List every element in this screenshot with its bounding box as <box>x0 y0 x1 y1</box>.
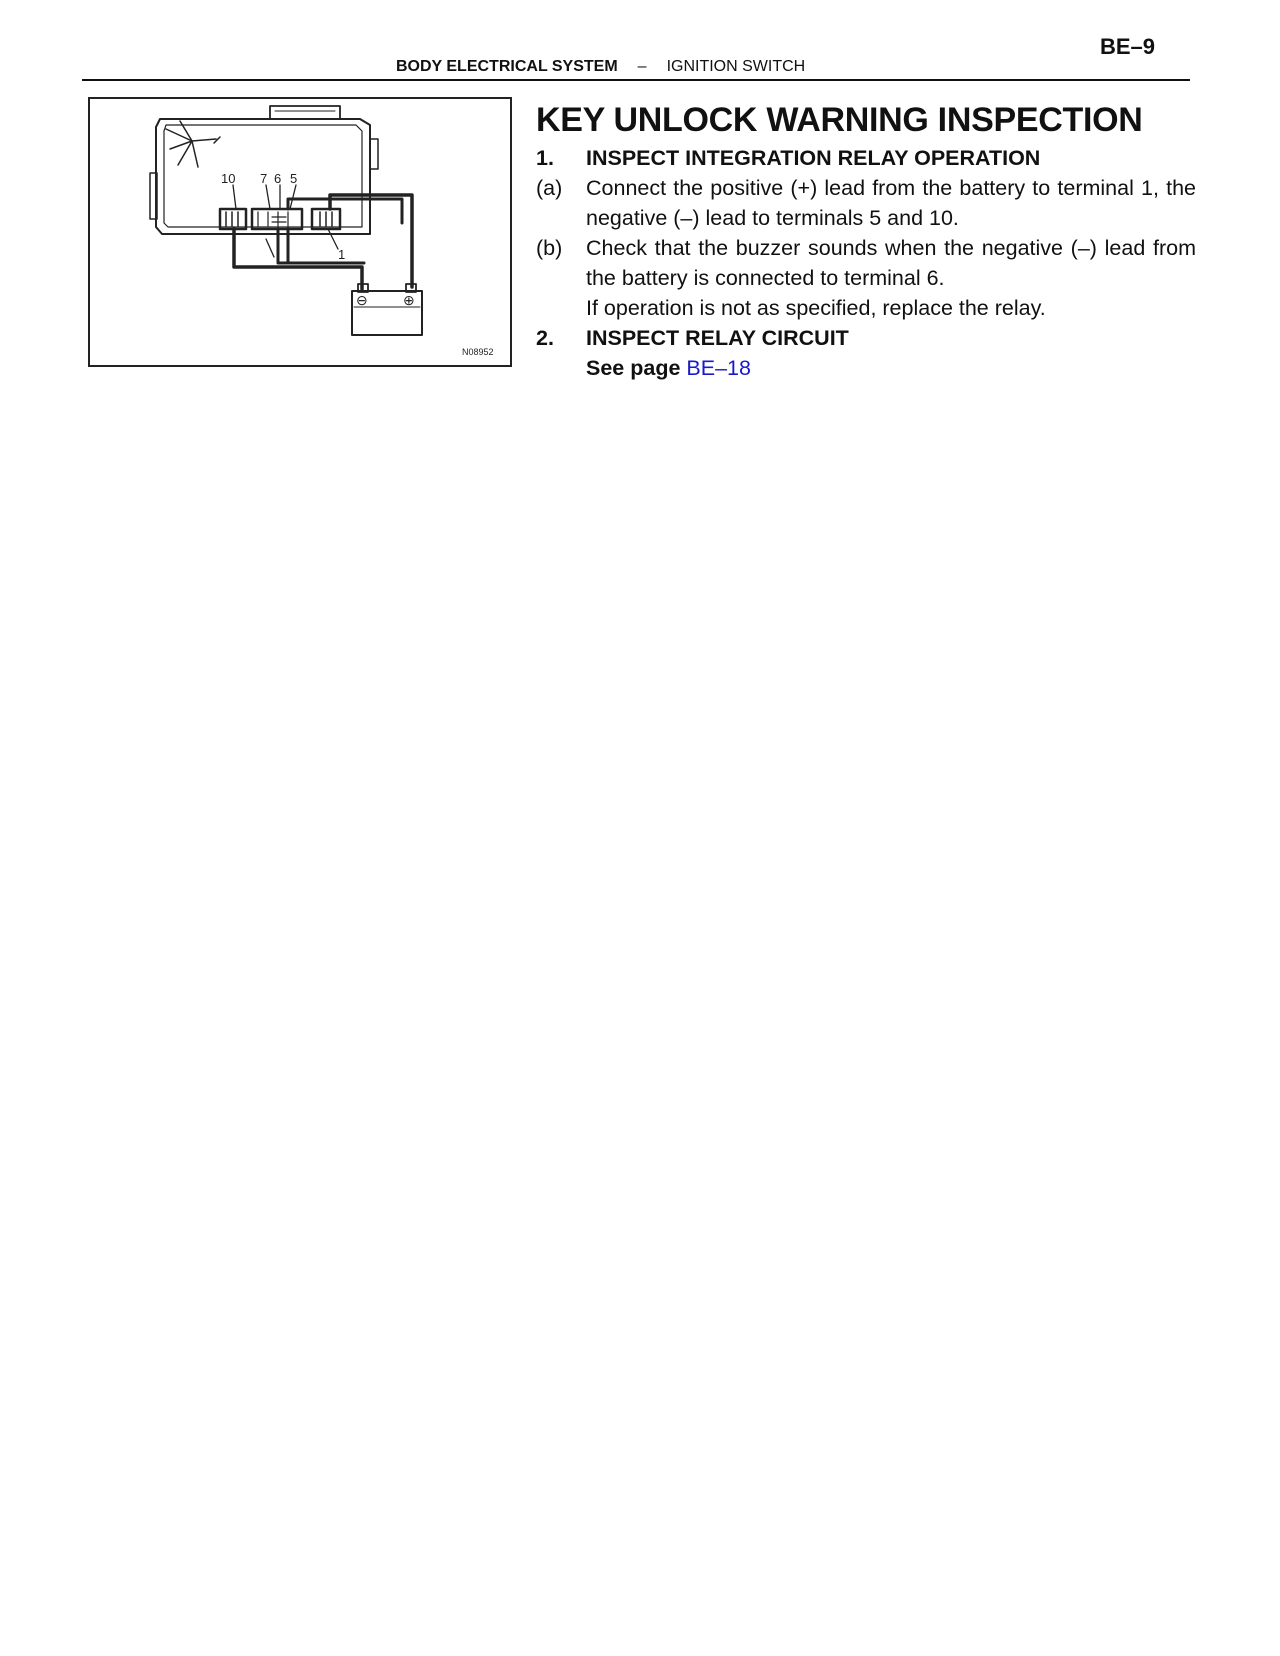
terminal-label-7: 7 <box>260 171 268 186</box>
relay-wiring-figure <box>88 97 512 367</box>
step-2-number: 2. <box>536 326 554 350</box>
step-1-heading-text: INSPECT INTEGRATION RELAY OPERATION <box>586 146 1041 170</box>
see-page-link[interactable]: BE–18 <box>686 356 751 380</box>
main-content <box>536 98 1196 383</box>
substep-b-text: Check that the buzzer sounds when the negative (–) lead from the battery is connected to terminal 6. <box>586 236 1196 290</box>
substep-a-marker: (a) <box>536 176 563 200</box>
battery-positive-icon: ⊕ <box>403 292 415 308</box>
terminal-label-6: 6 <box>274 171 282 186</box>
substep-a <box>536 173 1196 233</box>
substep-b-marker: (b) <box>536 236 563 260</box>
see-page-label: See page <box>586 356 681 380</box>
step-2-reference <box>536 353 1196 383</box>
terminal-label-1: 1 <box>338 247 346 262</box>
step-1-note-text: If operation is not as specified, replace the relay. <box>586 296 1046 320</box>
header-section: BODY ELECTRICAL SYSTEM <box>396 58 618 75</box>
terminal-label-10: 10 <box>221 171 236 186</box>
step-1-note <box>536 293 1196 323</box>
step-2-heading-text: INSPECT RELAY CIRCUIT <box>586 326 849 350</box>
figure-code: N08952 <box>462 347 494 357</box>
step-1-number: 1. <box>536 146 554 170</box>
running-header <box>396 58 805 76</box>
substep-a-text: Connect the positive (+) lead from the battery to terminal 1, the negative (–) lead to terminals 5 and 10. <box>586 176 1196 230</box>
substep-b <box>536 233 1196 293</box>
terminal-label-5: 5 <box>290 171 298 186</box>
step-1-heading <box>536 143 1196 173</box>
battery-negative-icon: ⊖ <box>356 292 368 308</box>
header-subsection: IGNITION SWITCH <box>666 58 806 75</box>
page-title: KEY UNLOCK WARNING INSPECTION <box>536 101 1143 139</box>
header-rule <box>82 79 1190 81</box>
page-number: BE–9 <box>1100 34 1156 59</box>
relay-wiring-diagram <box>90 99 510 365</box>
step-2-heading <box>536 323 1196 353</box>
header-separator: – <box>637 58 647 75</box>
